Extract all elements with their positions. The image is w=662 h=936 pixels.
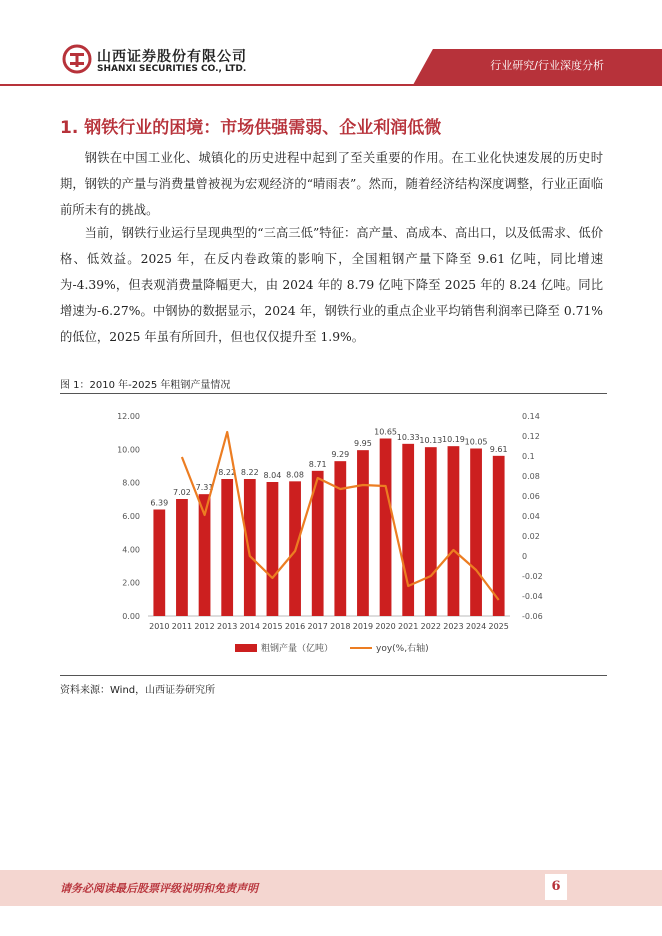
bar-data-label: 7.02	[173, 488, 191, 497]
x-axis-tick-label: 2017	[307, 622, 328, 631]
legend-label-line: yoy(%,右轴)	[376, 644, 429, 654]
company-name-cn: 山西证券股份有限公司	[97, 49, 247, 65]
header-divider	[0, 84, 662, 86]
bar	[470, 449, 482, 617]
bar-data-label: 10.05	[464, 437, 488, 447]
x-axis-tick-label: 2021	[398, 622, 419, 631]
right-axis-tick-label: -0.02	[522, 572, 543, 581]
left-axis-tick-label: 8.00	[122, 478, 140, 488]
legend-label-bar: 粗钢产量（亿吨）	[261, 644, 334, 654]
right-axis-tick-label: 0.02	[522, 532, 540, 541]
bar	[380, 439, 392, 617]
x-axis-tick-label: 2022	[420, 622, 441, 631]
left-axis-tick-label: 10.00	[117, 445, 140, 455]
left-axis-tick-label: 12.00	[117, 412, 140, 421]
right-axis-tick-label: -0.04	[522, 592, 543, 601]
x-axis-tick-label: 2015	[262, 622, 283, 631]
company-name-en: SHANXI SECURITIES CO., LTD.	[97, 64, 247, 74]
right-axis-tick-label: 0.14	[522, 412, 540, 421]
bar-data-label: 7.31	[195, 483, 214, 493]
company-logo-icon	[62, 44, 92, 74]
x-axis-tick-label: 2020	[375, 622, 396, 631]
bar	[221, 479, 233, 616]
bar	[448, 446, 460, 616]
bar-data-label: 9.95	[354, 439, 372, 449]
x-axis-tick-label: 2019	[352, 622, 374, 631]
left-axis-tick-label: 2.00	[122, 578, 140, 588]
left-axis-tick-label: 6.00	[122, 512, 140, 521]
bar	[176, 499, 188, 616]
page-header	[0, 0, 662, 92]
x-axis-tick-label: 2024	[465, 622, 487, 631]
x-axis-tick-label: 2023	[443, 622, 464, 631]
right-axis-tick-label: 0.12	[522, 432, 540, 441]
x-axis-tick-label: 2012	[194, 622, 215, 631]
paragraph-1: 钢铁在中国工业化、城镇化的历史进程中起到了至关重要的作用。在工业化快速发展的历史时期，钢铁的产量与消费量曾被视为宏观经济的“晴雨表”。然而，随着经济结构深度调整，行业正面临前所未有的挑战。	[60, 151, 603, 217]
bar-data-label: 9.29	[331, 450, 350, 460]
right-axis-tick-label: 0.06	[522, 492, 540, 501]
legend-swatch-bar	[235, 644, 257, 652]
x-axis-tick-label: 2018	[330, 622, 351, 631]
left-axis-tick-label: 4.00	[122, 545, 140, 555]
bar	[267, 482, 279, 616]
x-axis-tick-label: 2010	[149, 622, 170, 631]
left-axis-tick-label: 0.00	[122, 612, 140, 621]
bar	[493, 456, 505, 616]
bar-data-label: 10.33	[396, 432, 420, 442]
crude-steel-chart	[60, 396, 607, 672]
right-axis-tick-label: 0.08	[522, 472, 540, 481]
figure-caption: 图 1：2010 年-2025 年粗钢产量情况	[60, 380, 231, 391]
figure-source: 资料来源：Wind，山西证券研究所	[60, 685, 216, 696]
bar-data-label: 9.61	[489, 444, 508, 454]
report-category-tag: 行业研究/行业深度分析	[490, 59, 604, 72]
bar-data-label: 8.71	[308, 459, 327, 469]
right-axis-tick-label: -0.06	[522, 612, 543, 621]
bar-data-label: 8.22	[240, 468, 259, 477]
bar	[425, 447, 437, 616]
right-axis-tick-label: 0.1	[522, 452, 535, 461]
section-title: 1. 钢铁行业的困境：市场供强需弱、企业利润低微	[60, 118, 442, 138]
bar-data-label: 8.08	[286, 470, 304, 480]
figure-top-rule	[60, 393, 607, 394]
bar	[402, 444, 414, 616]
bar	[334, 461, 346, 616]
page-number: 6	[545, 874, 567, 900]
bar-data-label: 10.13	[419, 436, 443, 446]
bar-data-label: 10.19	[441, 435, 465, 445]
x-axis-tick-label: 2013	[217, 622, 238, 631]
paragraph-2: 当前，钢铁行业运行呈现典型的“三高三低”特征：高产量、高成本、高出口，以及低需求、低价格、低效益。2025 年，在反内卷政策的影响下，全国粗钢产量下降至 9.61 亿吨，同比增速为-4.39%，但表观消费量降幅更大，由 2024 年的 8.79 亿吨下降至 2025 年的 8.24 亿吨。同比增速为-6.27%。中钢协的数据显示，2024 年，钢铁行业的重点企业平均销售利润率已降至 0.71%的低位，2025 年虽有所回升，但也仅仅提升至 1.9%。	[60, 226, 603, 344]
x-axis-tick-label: 2011	[171, 622, 193, 631]
bar	[153, 510, 165, 617]
x-axis-tick-label: 2016	[284, 622, 306, 631]
right-axis-tick-label: 0	[522, 552, 528, 561]
x-axis-tick-label: 2014	[239, 622, 260, 631]
right-axis-tick-label: 0.04	[522, 512, 540, 521]
figure-bottom-rule	[60, 675, 607, 676]
bar-data-label: 10.65	[374, 427, 398, 437]
bar-data-label: 8.04	[263, 471, 282, 480]
disclaimer-link[interactable]: 请务必阅读最后股票评级说明和免责声明	[60, 882, 258, 895]
bar-data-label: 6.39	[150, 498, 169, 508]
x-axis-tick-label: 2025	[488, 622, 509, 631]
bar	[357, 450, 369, 616]
bar	[244, 479, 256, 616]
bar-data-label: 8.22	[218, 468, 237, 477]
